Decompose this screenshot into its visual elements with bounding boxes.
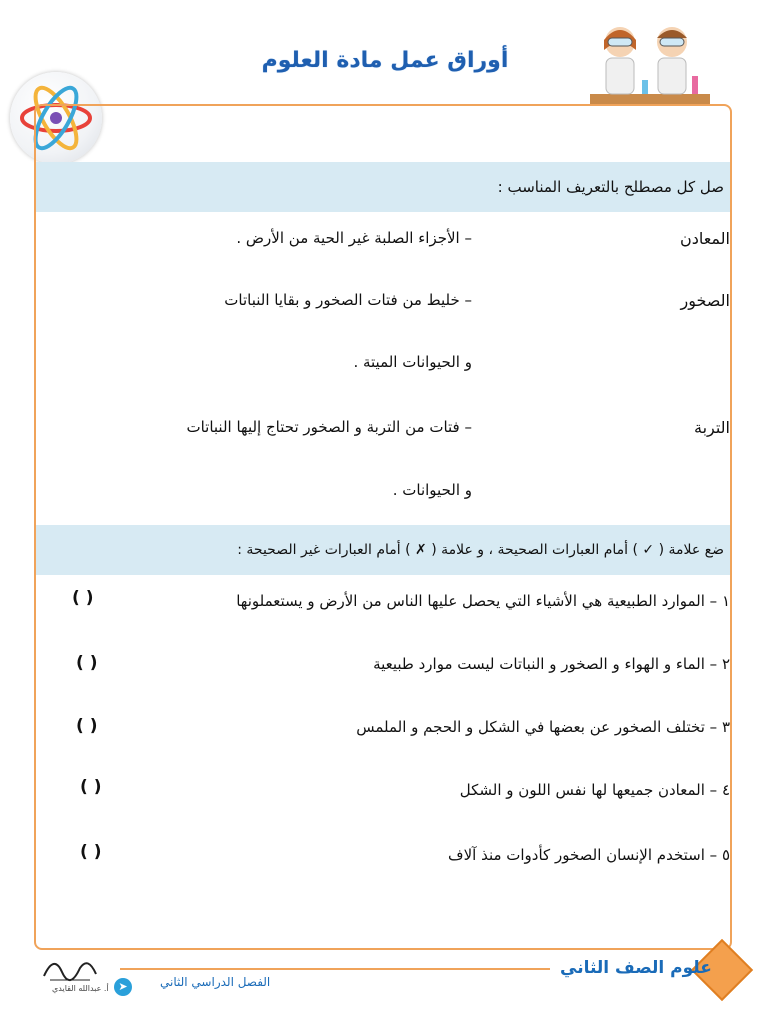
answer-box-1[interactable]: ( ) — [72, 588, 94, 608]
term-soil: التربة — [693, 418, 730, 437]
scientist-kids-illustration — [590, 20, 710, 106]
statement-1: ١ – الموارد الطبيعية هي الأشياء التي يحصل عليها الناس من الأرض و يستعملونها — [236, 592, 730, 610]
definition-3-cont: و الحيوانات . — [392, 481, 472, 499]
answer-box-4[interactable]: ( ) — [80, 777, 102, 797]
footer-divider — [120, 968, 550, 970]
answer-box-5[interactable]: ( ) — [80, 842, 102, 862]
answer-box-2[interactable]: ( ) — [76, 653, 98, 673]
statement-2: ٢ – الماء و الهواء و الصخور و النباتات ليست موارد طبيعية — [373, 655, 730, 673]
definition-2-cont: و الحيوانات الميتة . — [353, 353, 472, 371]
true-false-instruction: ضع علامة ( ✓ ) أمام العبارات الصحيحة ، و علامة ( ✗ ) أمام العبارات غير الصحيحة : — [36, 525, 730, 575]
telegram-icon: ➤ — [114, 978, 132, 996]
author-credit: أ. عبدالله القايدي — [52, 984, 109, 993]
term-rocks: الصخور — [680, 291, 730, 310]
statement-5: ٥ – استخدم الإنسان الصخور كأدوات منذ آلاف — [448, 846, 730, 864]
definition-3: – فتات من التربة و الصخور تحتاج إليها النباتات — [186, 418, 472, 436]
footer-subject: علوم الصف الثاني — [560, 958, 712, 978]
statement-4: ٤ – المعادن جميعها لها نفس اللون و الشكل — [459, 781, 730, 799]
definition-1: – الأجزاء الصلبة غير الحية من الأرض . — [236, 229, 472, 247]
definition-2: – خليط من فتات الصخور و بقايا النباتات — [224, 291, 472, 309]
answer-box-3[interactable]: ( ) — [76, 716, 98, 736]
statement-3: ٣ – تختلف الصخور عن بعضها في الشكل و الحجم و الملمس — [356, 718, 730, 736]
signature-logo — [40, 950, 100, 984]
footer-semester: الفصل الدراسي الثاني — [160, 975, 271, 989]
matching-instruction: صل كل مصطلح بالتعريف المناسب : — [36, 162, 730, 212]
page-title: أوراق عمل مادة العلوم — [261, 48, 509, 73]
term-minerals: المعادن — [679, 229, 730, 248]
